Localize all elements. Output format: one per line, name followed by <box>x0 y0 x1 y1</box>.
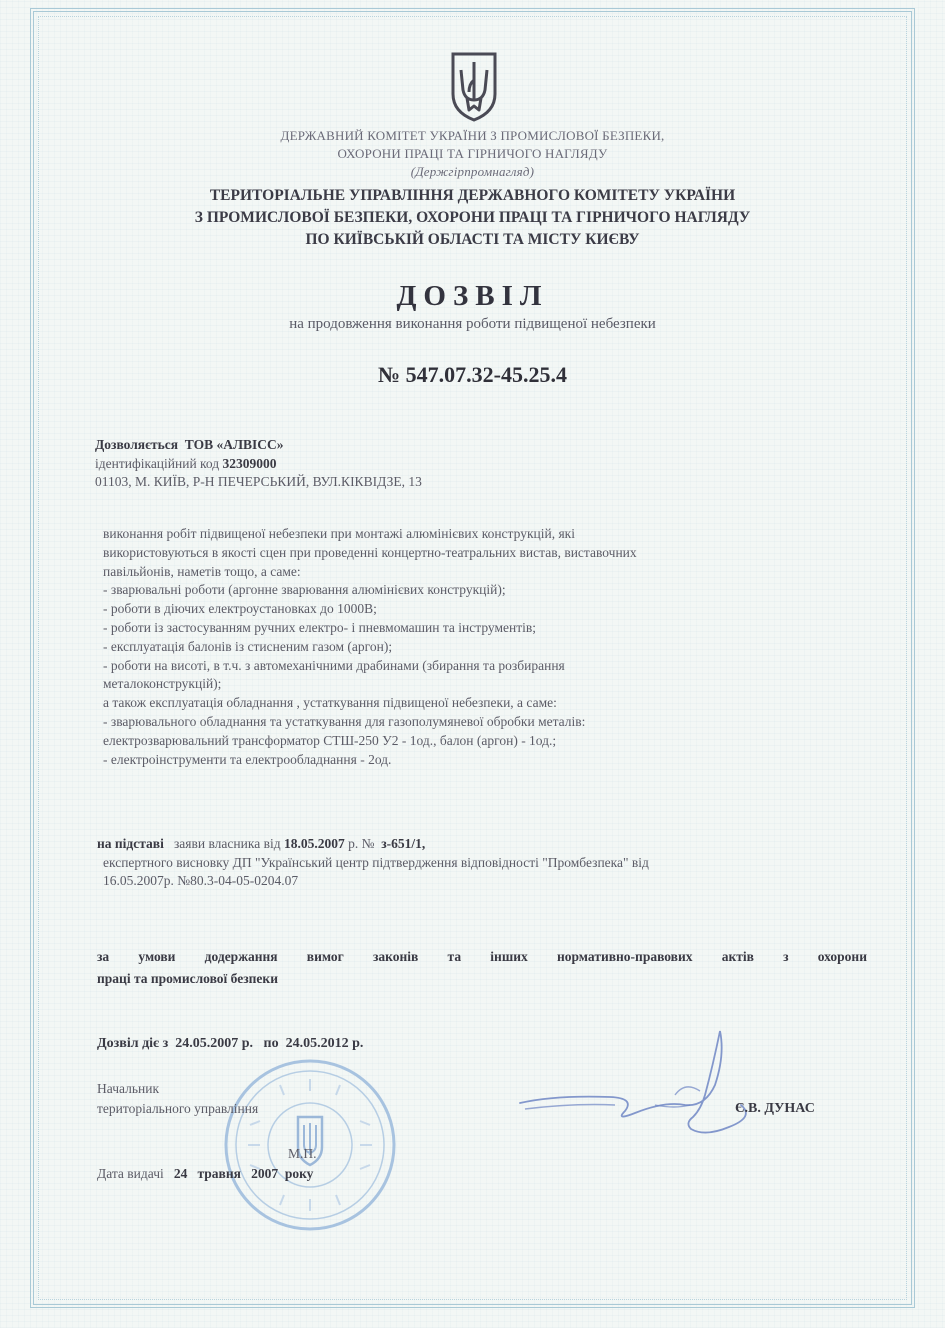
basis-label: на підставі <box>97 836 164 851</box>
issue-label: Дата видачі <box>97 1166 164 1181</box>
department-line-1: ТЕРИТОРІАЛЬНЕ УПРАВЛІННЯ ДЕРЖАВНОГО КОМІТЕТУ УКРАЇНИ <box>209 187 736 204</box>
committee-line-1: ДЕРЖАВНИЙ КОМІТЕТ УКРАЇНИ З ПРОМИСЛОВОЇ БЕЗПЕКИ, <box>280 128 665 143</box>
scope-line: електрозварювальний трансформатор СТШ-250 У2 - 1од., балон (аргон) - 1од.; <box>103 732 557 748</box>
validity-block <box>97 1035 363 1054</box>
scope-line: виконання робіт підвищеної небезпеки при монтажі алюмінієвих конструкцій, які <box>103 526 575 541</box>
issue-date-block <box>97 1165 313 1184</box>
signatory-title-1: Начальник <box>97 1081 160 1096</box>
scope-line: - експлуатація балонів із стисненим газом (аргон); <box>103 638 393 654</box>
basis-line-2: експертного висновку ДП "Український центр підтвердження відповідності "Промбезпека" від <box>103 854 649 870</box>
validity-to: 24.05.2012 р. <box>285 1036 364 1051</box>
validity-label: Дозвіл діє з <box>97 1036 169 1051</box>
scope-line: - електроінструменти та електрообладнання - 2од. <box>103 751 392 767</box>
document-subtitle: на продовження виконання роботи підвищеної небезпеки <box>289 316 656 332</box>
basis-number: з-651/1, <box>381 836 426 851</box>
committee-short: (Держгірпромнагляд) <box>410 164 535 179</box>
grantee-address: 01103, М. КИЇВ, Р-Н ПЕЧЕРСЬКИЙ, ВУЛ.КІКВІДЗЕ, 13 <box>95 474 422 489</box>
issue-day: 24 <box>173 1166 188 1181</box>
condition-line-2: праці та промислової безпеки <box>97 971 278 986</box>
scope-line: - роботи в діючих електроустановках до 1000В; <box>103 601 377 617</box>
grantee-block <box>95 436 422 492</box>
scope-line: використовуються в якості сцен при проведенні концертно-театральних вистав, виставочних <box>103 544 637 560</box>
grantee-id-code: 32309000 <box>222 455 277 471</box>
basis-block <box>97 835 649 891</box>
basis-text-2: р. № <box>348 836 375 851</box>
grantee-id-label: ідентифікаційний код <box>95 455 220 471</box>
seal-place-mp: М.П. <box>288 1146 317 1161</box>
signatory-name: Є.В. ДУНАС <box>735 1101 815 1116</box>
committee-line-2: ОХОРОНИ ПРАЦІ ТА ГІРНИЧОГО НАГЛЯДУ <box>337 146 608 161</box>
department-line-2: З ПРОМИСЛОВОЇ БЕЗПЕКИ, ОХОРОНИ ПРАЦІ ТА ГІРНИЧОГО НАГЛЯДУ <box>194 209 751 226</box>
scope-line: а також експлуатація обладнання , устаткування підвищеної небезпеки, а саме: <box>103 695 557 711</box>
coat-of-arms-icon <box>447 50 501 122</box>
signatory-title-2: територіального управління <box>97 1101 259 1116</box>
issue-month: травня <box>197 1166 241 1181</box>
validity-from: 24.05.2007 р. <box>175 1036 254 1051</box>
scope-line: - зварювального обладнання та устаткування для газополумяневої обробки металів: <box>103 713 586 729</box>
permit-number: № 547.07.32-45.25.4 <box>378 362 567 387</box>
grantee-name: ТОВ «АЛВІСС» <box>184 437 284 452</box>
scope-line: - роботи із застосуванням ручних електро- і пневмомашин та інструментів; <box>103 619 536 635</box>
grantee-label: Дозволяється <box>95 437 179 452</box>
scope-line: металоконструкцій); <box>103 676 222 692</box>
validity-to-label: по <box>263 1036 279 1051</box>
department-line-3: ПО КИЇВСЬКІЙ ОБЛАСТІ ТА МІСТУ КИЄВУ <box>305 231 640 248</box>
scope-line: павільйонів, наметів тощо, а саме: <box>103 563 301 579</box>
scope-block <box>103 525 637 769</box>
issue-year: 2007 <box>251 1166 279 1181</box>
scope-line: - зварювальні роботи (аргонне зварювання алюмінієвих конструкцій); <box>103 582 506 598</box>
scope-line: - роботи на висоті, в т.ч. з автомеханічними драбинами (збирання та розбирання <box>103 657 565 673</box>
document-title: ДОЗВІЛ <box>396 280 549 312</box>
issue-suffix: року <box>284 1166 314 1181</box>
signature-icon <box>515 1025 785 1145</box>
condition-line-1: за умови додержання вимог законів та інших нормативно-правових актів з охорони <box>97 949 867 964</box>
basis-line-3: 16.05.2007р. №80.3-04-05-0204.07 <box>103 873 299 888</box>
basis-date: 18.05.2007 <box>283 836 345 851</box>
basis-text-1: заяви власника від <box>173 836 281 851</box>
